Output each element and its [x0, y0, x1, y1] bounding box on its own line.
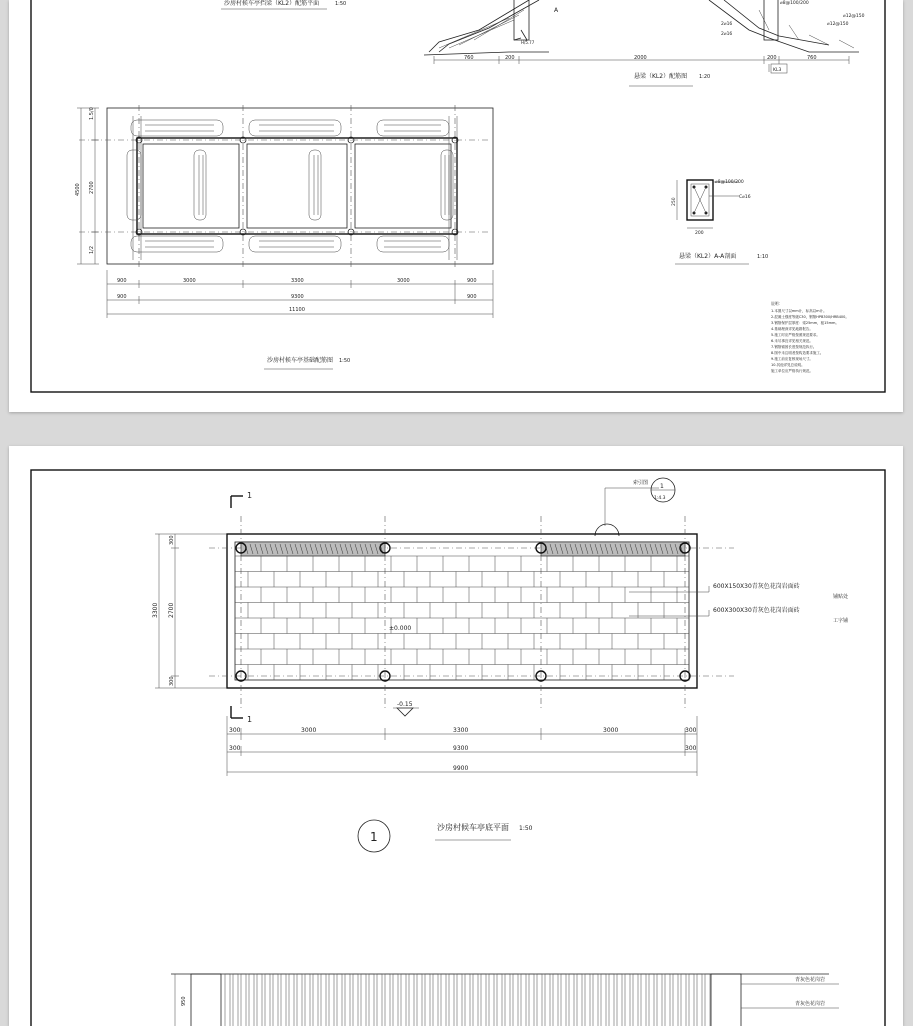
note-line: 8.图中未注明者按构造要求施工。	[771, 351, 824, 355]
elevation-slat	[441, 974, 446, 1026]
drawing-canvas-1	[9, 0, 903, 412]
note-line: 10.其他详见总说明。	[771, 363, 805, 367]
elevation-slat	[369, 974, 374, 1026]
elevation-slat	[417, 974, 422, 1026]
section-mark-3: ⌀8@100/200	[780, 1, 809, 6]
section-label-kl3: KL3	[773, 68, 782, 73]
aa-dim-h: 250	[672, 197, 677, 206]
drawing-canvas-2	[9, 446, 903, 1026]
notes-block	[771, 301, 849, 373]
elevation-drawing	[171, 974, 839, 1026]
section-mark-1: 2⌀16	[721, 22, 733, 27]
elevation-slat	[281, 974, 286, 1026]
section-dim-4: 200	[767, 55, 777, 61]
elevation-slat	[633, 974, 638, 1026]
elevation-slat	[681, 974, 686, 1026]
plan-left-dim-4: 1/2	[89, 245, 95, 254]
drawing-page-2	[9, 446, 903, 1026]
elevation-slat	[313, 974, 318, 1026]
elevation-slat	[393, 974, 398, 1026]
section-dim-2: 200	[505, 55, 515, 61]
elevation-slat	[649, 974, 654, 1026]
plan-bottom-dim-3: 3300	[291, 278, 304, 284]
elevation-slat	[593, 974, 598, 1026]
plan-bottom-dim-5: 900	[467, 278, 477, 284]
drawing-frame	[31, 0, 885, 392]
elevation-slat	[297, 974, 302, 1026]
aa-mark-1: ⌀8@100/200	[715, 180, 744, 185]
elev-annot-2: 青灰色花岗岩	[795, 1001, 826, 1007]
elevation-slat	[473, 974, 478, 1026]
bottom-dim-8: 300	[685, 745, 697, 752]
aa-mark-2: C⌀16	[739, 195, 751, 200]
elevation-slat	[697, 974, 702, 1026]
section-scale: 1:20	[699, 74, 711, 80]
elevation-slat	[377, 974, 382, 1026]
aa-title: 悬梁（KL2）A-A剖面	[679, 253, 737, 260]
bottom-dim-5: 300	[685, 727, 697, 734]
elevation-slat	[513, 974, 518, 1026]
elevation-slat	[425, 974, 430, 1026]
elevation-slat	[481, 974, 486, 1026]
elevation-slat	[569, 974, 574, 1026]
plan-bottom-dim-total: 11100	[289, 307, 305, 313]
elevation-slat	[329, 974, 334, 1026]
elevation-slat	[673, 974, 678, 1026]
elev-left-dim: 950	[181, 996, 187, 1006]
aa-section	[677, 180, 739, 228]
elevation-slat	[273, 974, 278, 1026]
elevation-slat	[225, 974, 230, 1026]
elevation-slat	[489, 974, 494, 1026]
bottom-dim-7: 9300	[453, 745, 469, 752]
plan-bottom-dim-7: 9300	[291, 294, 304, 300]
note-line: 4.基础埋深详见地勘报告。	[771, 327, 813, 331]
elev-annot-1: 青灰色花岗岩	[795, 977, 826, 983]
notes-title: 说明：	[771, 301, 783, 306]
detail-ref-top: 1	[660, 483, 664, 490]
elevation-slat	[433, 974, 438, 1026]
elevation-slat	[617, 974, 622, 1026]
elevation-slat	[241, 974, 246, 1026]
note-line: 1.本图尺寸以mm计，标高以m计。	[771, 309, 827, 313]
elevation-slat	[601, 974, 606, 1026]
bottom-dim-3: 3300	[453, 727, 469, 734]
aa-scale: 1:10	[757, 254, 769, 260]
plan-title-2: 沙房村候车亭底平面	[437, 823, 509, 832]
annot-tile-1: 600X150X30青灰色花岗岩面砖	[713, 583, 800, 590]
elevation-slat	[665, 974, 670, 1026]
elevation-slat	[689, 974, 694, 1026]
stair-section	[424, 0, 859, 73]
elevation-slat	[257, 974, 262, 1026]
elevation-slat	[465, 974, 470, 1026]
elevation-slat	[361, 974, 366, 1026]
elevation-slat	[505, 974, 510, 1026]
elevation-slat	[521, 974, 526, 1026]
aa-dim-w: 200	[695, 231, 704, 236]
elevation-slat	[537, 974, 542, 1026]
elevation-slat	[545, 974, 550, 1026]
note-line: 7.钢筋锚固长度按规范执行。	[771, 345, 817, 349]
plan-title: 沙房村候车亭基础配筋图	[267, 357, 334, 364]
elevation-slat	[641, 974, 646, 1026]
top-title: 沙房村候车亭挡梁（KL2）配筋平面	[224, 0, 320, 7]
note-line: 施工单位应严格执行规范。	[771, 369, 813, 373]
section-mark-4: ⌀12@150	[843, 14, 865, 19]
elevation-slat	[705, 974, 710, 1026]
elevation-slat	[337, 974, 342, 1026]
elevation-slat	[577, 974, 582, 1026]
elevation-slat	[385, 974, 390, 1026]
left-dim-bottom: 300	[169, 676, 175, 686]
section-mark-left-label-2: 1	[247, 715, 253, 724]
elevation-slat	[289, 974, 294, 1026]
elevation-slat	[249, 974, 254, 1026]
section-title: 悬梁（KL2）配筋图	[634, 73, 688, 80]
left-dim-mid: 2700	[168, 602, 175, 618]
top-title-scale: 1:50	[335, 1, 347, 7]
section-mark-left-label: 1	[247, 491, 253, 500]
note-line: 6.未尽事宜详见相关规范。	[771, 339, 813, 343]
elevation-slat	[233, 974, 238, 1026]
annot-tile-1b: 铺贴处	[833, 594, 849, 600]
left-dim-top: 300	[169, 535, 175, 545]
elev-label: ±0.000	[389, 625, 412, 632]
elevation-slat	[457, 974, 462, 1026]
bottom-dim-total: 9900	[453, 765, 469, 772]
annot-tile-2: 600X300X30青灰色花岗岩面砖	[713, 607, 800, 614]
elevation-slat	[585, 974, 590, 1026]
elevation-slat	[657, 974, 662, 1026]
section-mark-2: 2⌀16	[721, 32, 733, 37]
elev-label-2: -0.15	[397, 701, 413, 708]
note-line: 2.混凝土强度等级C30，钢筋HPB300/HRB400。	[771, 315, 849, 319]
elevation-slat	[353, 974, 358, 1026]
elevation-slat	[449, 974, 454, 1026]
bottom-dim-1: 300	[229, 727, 241, 734]
floor-plan	[155, 516, 734, 776]
elevation-slat	[497, 974, 502, 1026]
plan-scale: 1:50	[339, 358, 351, 364]
plan-bottom-dim-8: 900	[467, 294, 477, 300]
plan-left-dim-3: 2700	[89, 181, 95, 194]
detail-ref-bottom: 1:4.3	[654, 496, 666, 501]
plan-bottom-dim-2: 3000	[183, 278, 196, 284]
detail-ref-label: 索引图	[633, 480, 649, 486]
elevation-slat	[401, 974, 406, 1026]
annot-tile-2b: 工字铺	[833, 618, 849, 624]
elevation-slat	[265, 974, 270, 1026]
plan-bottom-dim-1: 900	[117, 278, 127, 284]
section-mark-5: ⌀12@150	[827, 22, 849, 27]
drawing-page-1	[9, 0, 903, 412]
plan-left-dim-1: 1.5/0	[89, 107, 95, 120]
bottom-dim-2: 3000	[301, 727, 317, 734]
section-dim-3: 2000	[634, 55, 647, 61]
note-line: 9.施工前应复核现场尺寸。	[771, 357, 813, 361]
section-label-a: A	[554, 7, 559, 14]
elevation-slat	[305, 974, 310, 1026]
elevation-slat	[609, 974, 614, 1026]
section-dim-5: 760	[807, 55, 817, 61]
plan-left-dim-2: 4500	[75, 183, 81, 196]
elevation-slat	[409, 974, 414, 1026]
plan-number: 1	[370, 830, 378, 844]
section-dim-1: 760	[464, 55, 474, 61]
elevation-slat	[625, 974, 630, 1026]
foundation-plan	[77, 105, 493, 318]
note-line: 5.施工时应严格按照规范要求。	[771, 333, 820, 337]
elevation-slat	[529, 974, 534, 1026]
plan-bottom-dim-4: 3000	[397, 278, 410, 284]
section-note-h: H/5.77	[521, 40, 535, 45]
plan-scale-2: 1:50	[519, 825, 533, 832]
left-dim-total: 3300	[152, 602, 159, 618]
elevation-slat	[345, 974, 350, 1026]
elevation-slat	[561, 974, 566, 1026]
bottom-dim-6: 300	[229, 745, 241, 752]
elevation-slat	[321, 974, 326, 1026]
elevation-slat	[553, 974, 558, 1026]
bottom-dim-4: 3000	[603, 727, 619, 734]
note-line: 3.钢筋保护层厚度：梁25mm，板15mm。	[771, 321, 839, 325]
plan-bottom-dim-6: 900	[117, 294, 127, 300]
